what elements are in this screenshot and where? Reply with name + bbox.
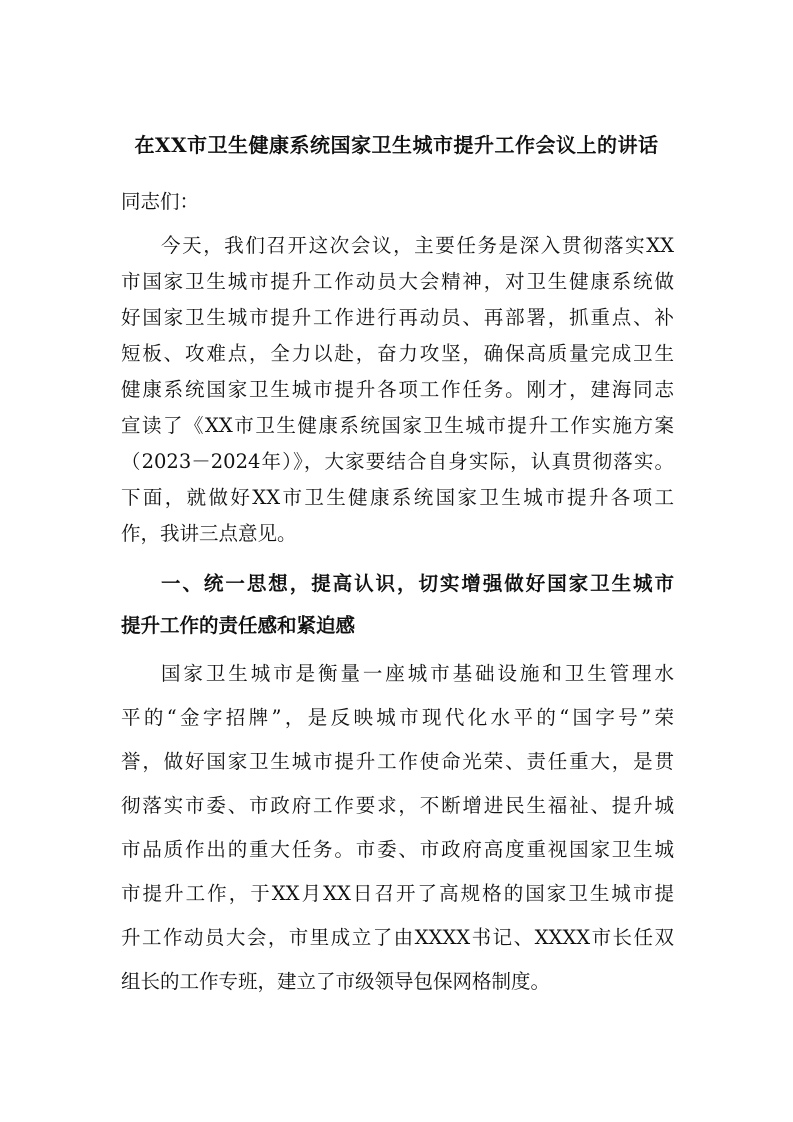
paragraph-line: 短板、攻难点，全力以赴，奋力攻坚，确保高质量完成卫生: [121, 342, 674, 365]
paragraph-line: 宣读了《XX市卫生健康系统国家卫生城市提升工作实施方案: [121, 414, 674, 437]
section-heading: 提升工作的责任感和紧迫感: [121, 614, 356, 637]
paragraph-line: 国家卫生城市是衡量一座城市基础设施和卫生管理水: [161, 662, 674, 685]
paragraph-line: 今天，我们召开这次会议，主要任务是深入贯彻落实XX: [161, 234, 674, 257]
paragraph-line: 下面，就做好XX市卫生健康系统国家卫生城市提升各项工: [121, 486, 674, 509]
page-title: 在XX市卫生健康系统国家卫生城市提升工作会议上的讲话: [134, 133, 659, 157]
paragraph-line: 好国家卫生城市提升工作进行再动员、再部署，抓重点、补: [121, 306, 674, 329]
paragraph-line: 组长的工作专班，建立了市级领导包保网格制度。: [121, 970, 551, 993]
paragraph-line: 彻落实市委、市政府工作要求，不断增进民生福祉、提升城: [121, 794, 674, 817]
paragraph-line: 市提升工作，于XX月XX日召开了高规格的国家卫生城市提: [121, 882, 674, 905]
paragraph-line: 平的“金字招牌”，是反映城市现代化水平的“国字号”荣: [121, 706, 674, 729]
paragraph-line: 升工作动员大会，市里成立了由XXXX书记、XXXX市长任双: [121, 926, 674, 949]
paragraph-line: 市品质作出的重大任务。市委、市政府高度重视国家卫生城: [121, 838, 674, 861]
paragraph-line: 誉，做好国家卫生城市提升工作使命光荣、责任重大，是贯: [121, 750, 674, 773]
paragraph-line: （2023－2024年）》，大家要结合自身实际，认真贯彻落实。: [121, 450, 674, 473]
paragraph-line: 健康系统国家卫生城市提升各项工作任务。刚才，建海同志: [121, 378, 674, 401]
paragraph-line: 市国家卫生城市提升工作动员大会精神，对卫生健康系统做: [121, 270, 674, 293]
section-heading: 一、统一思想，提高认识，切实增强做好国家卫生城市: [161, 572, 674, 595]
paragraph-line: 作，我讲三点意见。: [121, 522, 297, 545]
salutation: 同志们：: [121, 190, 200, 213]
